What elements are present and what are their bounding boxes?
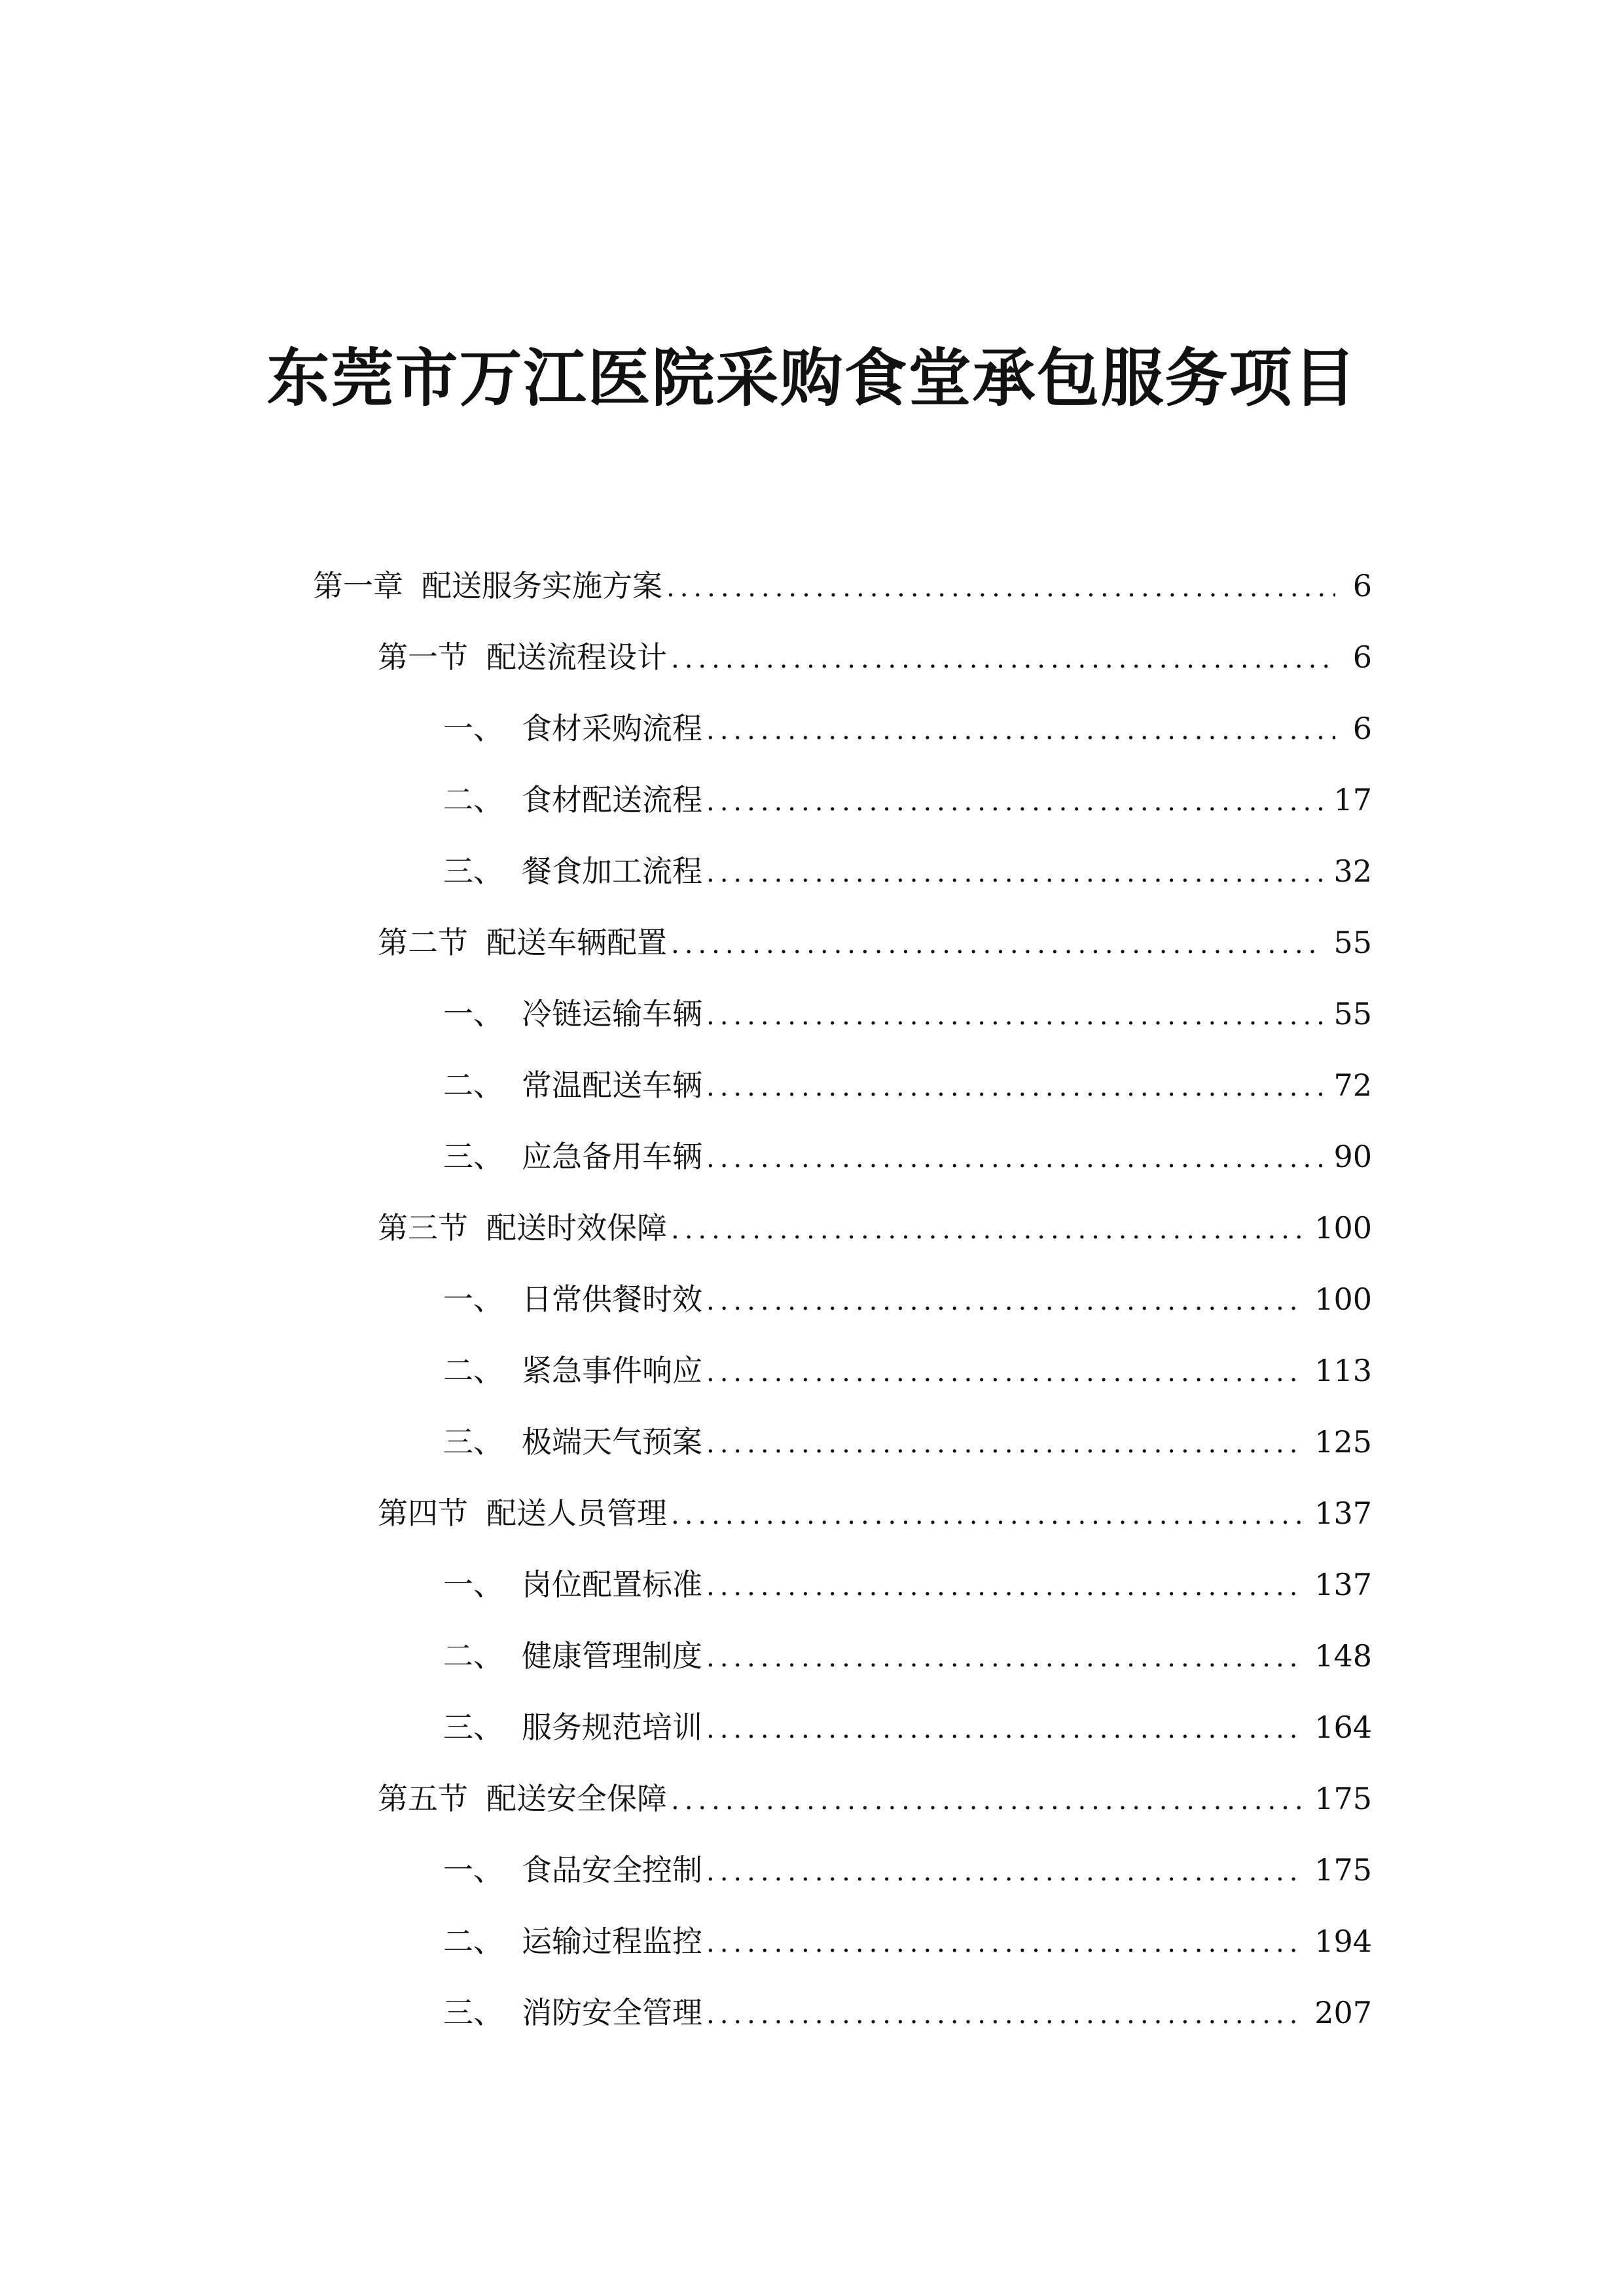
toc-entry-page: 17 bbox=[1333, 782, 1372, 817]
document-title: 东莞市万江医院采购食堂承包服务项目 bbox=[266, 342, 1358, 415]
toc-entry[interactable] bbox=[378, 1192, 1372, 1264]
toc-entry-title: 食品安全控制 bbox=[522, 1852, 702, 1888]
toc-dot-leader bbox=[671, 1765, 1304, 1837]
toc-entry-title: 极端天气预案 bbox=[522, 1424, 702, 1460]
toc-entry-number: 第四节 bbox=[378, 1496, 468, 1531]
toc-entry-page: 6 bbox=[1352, 639, 1372, 675]
toc-entry-number: 第一章 bbox=[313, 568, 403, 603]
toc-entry-number: 一、 bbox=[443, 711, 503, 746]
toc-entry-number: 第一节 bbox=[378, 639, 468, 675]
toc-entry[interactable] bbox=[443, 978, 1372, 1050]
toc-entry[interactable] bbox=[443, 1335, 1372, 1407]
toc-dot-leader bbox=[706, 1979, 1304, 2051]
toc-dot-leader bbox=[666, 552, 1335, 624]
toc-entry-page: 55 bbox=[1333, 996, 1372, 1031]
toc-entry[interactable] bbox=[443, 1691, 1372, 1763]
toc-dot-leader bbox=[706, 980, 1323, 1052]
toc-entry-title: 应急备用车辆 bbox=[522, 1139, 702, 1174]
toc-entry-title: 冷链运输车辆 bbox=[522, 996, 702, 1031]
toc-entry[interactable] bbox=[443, 764, 1372, 836]
toc-entry-number: 三、 bbox=[443, 1139, 503, 1174]
toc-entry[interactable] bbox=[443, 692, 1372, 764]
toc-entry-title: 服务规范培训 bbox=[522, 1710, 702, 1745]
toc-entry[interactable] bbox=[443, 1834, 1372, 1906]
toc-entry-page: 194 bbox=[1314, 1924, 1372, 1959]
toc-dot-leader bbox=[706, 1551, 1304, 1623]
toc-entry-title: 食材采购流程 bbox=[522, 711, 702, 746]
toc-entry-title: 配送服务实施方案 bbox=[422, 568, 662, 603]
toc-entry-title: 配送车辆配置 bbox=[486, 925, 667, 960]
toc-entry-page: 148 bbox=[1314, 1638, 1372, 1674]
toc-dot-leader bbox=[706, 694, 1335, 766]
toc-entry-number: 一、 bbox=[443, 1852, 503, 1888]
toc-entry[interactable] bbox=[313, 550, 1372, 622]
toc-entry-title: 配送人员管理 bbox=[486, 1496, 667, 1531]
toc-dot-leader bbox=[671, 1479, 1304, 1551]
toc-entry[interactable] bbox=[443, 1121, 1372, 1193]
toc-dot-leader bbox=[706, 1622, 1304, 1694]
toc-dot-leader bbox=[706, 766, 1323, 838]
toc-entry[interactable] bbox=[378, 1477, 1372, 1549]
toc-entry[interactable] bbox=[378, 1763, 1372, 1835]
toc-entry-title: 配送安全保障 bbox=[486, 1781, 667, 1816]
toc-dot-leader bbox=[706, 1693, 1304, 1765]
toc-entry-page: 175 bbox=[1314, 1781, 1372, 1816]
toc-entry[interactable] bbox=[443, 1549, 1372, 1621]
toc-entry[interactable] bbox=[443, 1977, 1372, 2049]
toc-entry-number: 一、 bbox=[443, 1567, 503, 1602]
toc-entry-page: 113 bbox=[1314, 1353, 1372, 1388]
toc-entry-number: 第五节 bbox=[378, 1781, 468, 1816]
toc-entry-page: 90 bbox=[1333, 1139, 1372, 1174]
toc-entry-number: 二、 bbox=[443, 782, 503, 817]
toc-entry-title: 消防安全管理 bbox=[522, 1995, 702, 2030]
toc-dot-leader bbox=[706, 1907, 1304, 1979]
toc-entry-number: 一、 bbox=[443, 1282, 503, 1317]
toc-dot-leader bbox=[706, 1051, 1323, 1123]
toc-entry[interactable] bbox=[443, 1049, 1372, 1121]
toc-entry-number: 三、 bbox=[443, 1424, 503, 1460]
toc-entry-title: 食材配送流程 bbox=[522, 782, 702, 817]
toc-entry-number: 三、 bbox=[443, 1995, 503, 2030]
toc-entry-page: 137 bbox=[1314, 1567, 1372, 1602]
toc-entry-number: 二、 bbox=[443, 1067, 503, 1103]
toc-entry-title: 餐食加工流程 bbox=[522, 853, 702, 889]
toc-entry-number: 第三节 bbox=[378, 1210, 468, 1246]
toc-entry-number: 二、 bbox=[443, 1924, 503, 1959]
toc-dot-leader bbox=[706, 1122, 1323, 1194]
toc-entry-title: 配送时效保障 bbox=[486, 1210, 667, 1246]
toc-entry-page: 32 bbox=[1333, 853, 1372, 889]
toc-entry-title: 健康管理制度 bbox=[522, 1638, 702, 1674]
toc-entry-page: 6 bbox=[1352, 711, 1372, 746]
toc-entry-page: 125 bbox=[1314, 1424, 1372, 1460]
toc-entry-number: 三、 bbox=[443, 853, 503, 889]
toc-entry-number: 第二节 bbox=[378, 925, 468, 960]
toc-dot-leader bbox=[671, 623, 1335, 695]
toc-entry-page: 100 bbox=[1314, 1282, 1372, 1317]
toc-entry-number: 一、 bbox=[443, 996, 503, 1031]
toc-entry-page: 175 bbox=[1314, 1852, 1372, 1888]
toc-entry[interactable] bbox=[443, 1905, 1372, 1977]
toc-dot-leader bbox=[706, 1336, 1304, 1408]
toc-entry-page: 55 bbox=[1333, 925, 1372, 960]
toc-entry[interactable] bbox=[378, 906, 1372, 978]
toc-entry-title: 岗位配置标准 bbox=[522, 1567, 702, 1602]
toc-entry[interactable] bbox=[378, 621, 1372, 693]
toc-dot-leader bbox=[706, 1265, 1304, 1337]
toc-entry-title: 日常供餐时效 bbox=[522, 1282, 702, 1317]
toc-entry-page: 164 bbox=[1314, 1710, 1372, 1745]
toc-entry-number: 三、 bbox=[443, 1710, 503, 1745]
toc-entry-number: 二、 bbox=[443, 1353, 503, 1388]
toc-entry[interactable] bbox=[443, 1620, 1372, 1692]
toc-entry-page: 72 bbox=[1333, 1067, 1372, 1103]
toc-dot-leader bbox=[706, 1408, 1304, 1480]
toc-entry-page: 207 bbox=[1314, 1995, 1372, 2030]
toc-entry-title: 运输过程监控 bbox=[522, 1924, 702, 1959]
toc-entry-number: 二、 bbox=[443, 1638, 503, 1674]
toc-dot-leader bbox=[706, 837, 1323, 909]
toc-entry-title: 紧急事件响应 bbox=[522, 1353, 702, 1388]
toc-entry-page: 100 bbox=[1314, 1210, 1372, 1246]
toc-dot-leader bbox=[671, 908, 1323, 980]
toc-entry-page: 6 bbox=[1352, 568, 1372, 603]
toc-entry-page: 137 bbox=[1314, 1496, 1372, 1531]
toc-entry[interactable] bbox=[443, 835, 1372, 907]
toc-entry[interactable] bbox=[443, 1406, 1372, 1478]
toc-entry[interactable] bbox=[443, 1263, 1372, 1335]
toc-entry-title: 配送流程设计 bbox=[486, 639, 667, 675]
toc-entry-title: 常温配送车辆 bbox=[522, 1067, 702, 1103]
toc-dot-leader bbox=[706, 1836, 1304, 1908]
toc-dot-leader bbox=[671, 1194, 1304, 1266]
